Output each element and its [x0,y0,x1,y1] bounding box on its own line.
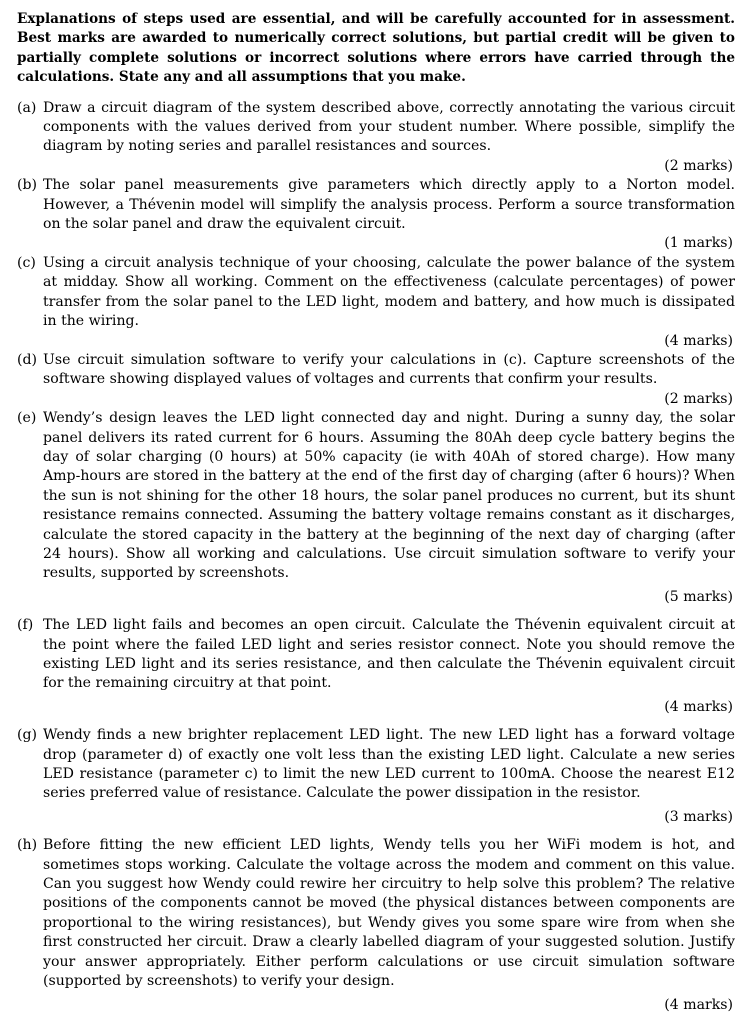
instructions-paragraph: Explanations of steps used are essential, and will be carefully accounted for in assessment. Best marks are awarded to numerically correct solutions, but partial credit will be given to partially complete solutions or incorrect solutions where errors have carried through the calculations. State any and all assumptions that you make. [17,11,735,86]
marks-label: (4 marks) [664,698,733,715]
question-label: (f) [17,617,34,634]
question-text: Wendy finds a new brighter replacement LED light. The new LED light has a forward voltage drop (parameter d) of exactly one volt less than the existing LED light. Calculate a new series LED resistance (parameter c) to limit the new LED current to 100mA. Choose the nearest E12 series preferred value of resistance. Calculate the power dissipation in the resistor. [43,727,735,802]
question-text: The LED light fails and becomes an open circuit. Calculate the Thévenin equivalent circuit at the point where the failed LED light and series resistor connect. Note you should remove the existing LED light and its series resistance, and then calculate the Thévenin equivalent circuit for the remaining circuitry at that point. [43,617,735,692]
question-text: Before fitting the new efficient LED lights, Wendy tells you her WiFi modem is hot, and sometimes stops working. Calculate the voltage across the modem and comment on this value. Can you suggest how Wendy could rewire her circuitry to help solve this problem? The relative positions of the components cannot be moved (the physical distances between components are proportional to the wiring resistances), but Wendy gives you some spare wire from when she first constructed her circuit. Draw a clearly labelled diagram of your suggested solution. Justify your answer appropriately. Either perform calculations or use circuit simulation software (supported by screenshots) to verify your design. [43,837,735,990]
question-b [17,176,735,254]
question-label: (e) [17,410,37,427]
question-label: (g) [17,727,38,744]
marks-label: (2 marks) [664,390,733,407]
question-c [17,254,735,351]
question-g [17,726,735,827]
marks-label: (3 marks) [664,808,733,825]
spacer [17,607,735,616]
marks-label: (5 marks) [664,588,733,605]
question-text: Use circuit simulation software to verify your calculations in (c). Capture screenshots of the software showing displayed values of voltages and currents that confirm your results. [43,351,735,388]
question-label: (b) [17,177,38,194]
marks-label: (4 marks) [664,332,733,349]
question-h [17,836,735,1015]
question-label: (c) [17,254,36,271]
question-label: (d) [17,351,38,368]
marks-label: (4 marks) [664,996,733,1013]
question-text: The solar panel measurements give parameters which directly apply to a Norton model. However, a Thévenin model will simplify the analysis process. Perform a source transformation on the solar panel and draw the equivalent circuit. [43,177,735,233]
question-text: Wendy’s design leaves the LED light connected day and night. During a sunny day, the solar panel delivers its rated current for 6 hours. Assuming the 80Ah deep cycle battery begins the day of solar charging (0 hours) at 50% capacity (ie with 40Ah of stored charge). How many Amp-hours are stored in the battery at the end of the first day of charging (after 6 hours)? When the sun is not shining for the other 18 hours, the solar panel produces no current, but its shunt resistance remains connected. Assuming the battery voltage remains constant as it discharges, calculate the stored capacity in the battery at the beginning of the next day of charging (after 24 hours). Show all working and calculations. Use circuit simulation software to verify your results, supported by screenshots. [43,410,735,582]
question-text: Draw a circuit diagram of the system described above, correctly annotating the various circuit components with the values derived from your student number. Where possible, simplify the diagram by noting series and parallel resistances and sources. [43,99,735,155]
question-d [17,351,735,409]
question-a [17,99,735,177]
question-f [17,616,735,717]
question-label: (h) [17,837,38,854]
assignment-page [17,10,735,1015]
question-e [17,409,735,607]
marks-label: (2 marks) [664,157,733,174]
question-text: Using a circuit analysis technique of your choosing, calculate the power balance of the system at midday. Show all working. Comment on the effectiveness (calculate percentages) of power transfer from the solar panel to the LED light, modem and battery, and how much is dissipated in the wiring. [43,254,735,330]
marks-label: (1 marks) [664,235,733,252]
spacer [17,717,735,726]
spacer [17,827,735,836]
question-label: (a) [17,99,37,116]
